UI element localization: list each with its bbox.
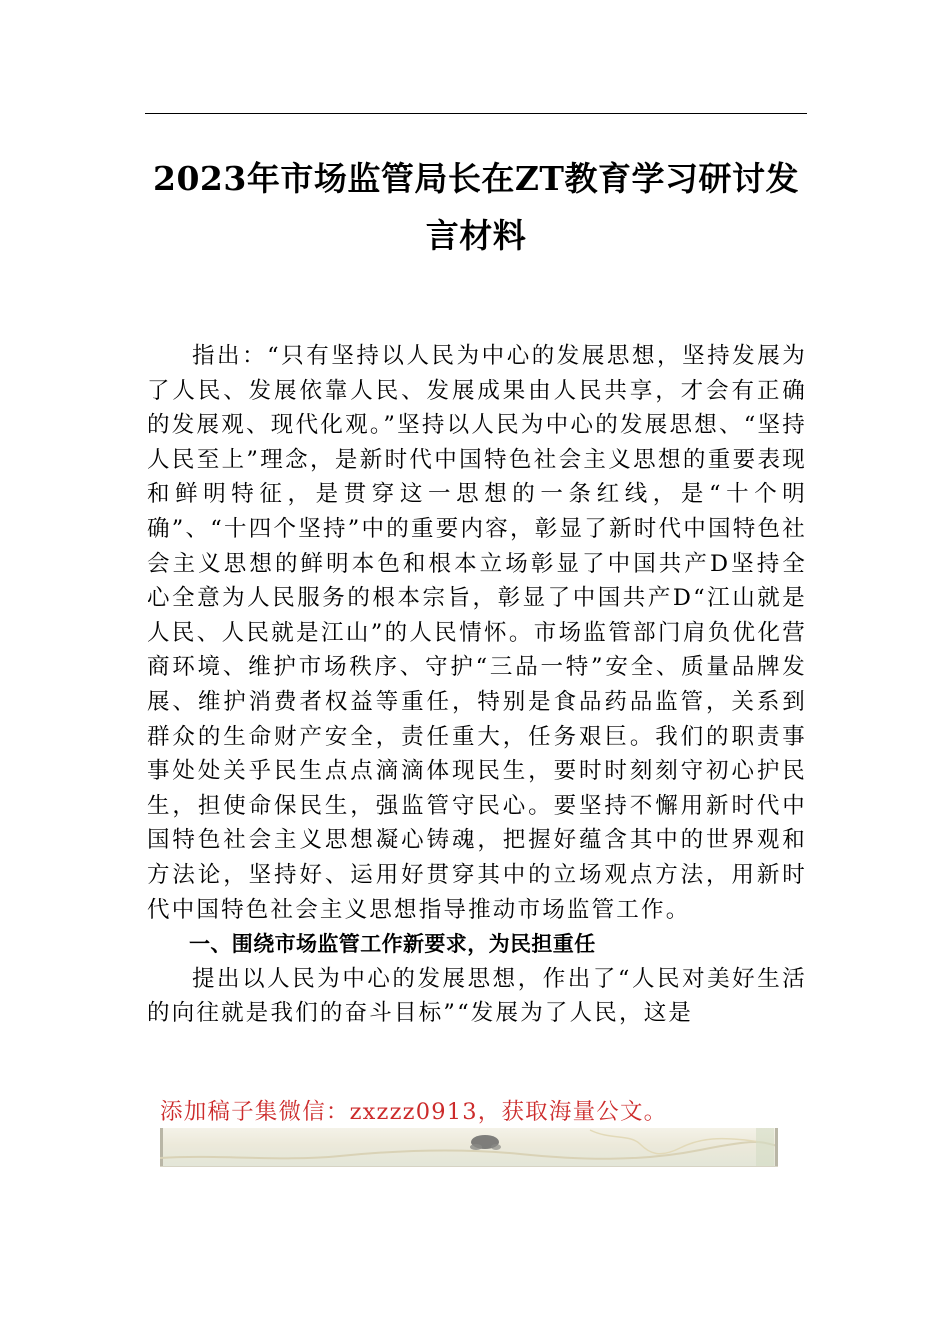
section-paragraph: 提出以人民为中心的发展思想，作出了“人民对美好生活的向往就是我们的奋斗目标”“发展为了人民，这是 <box>147 965 807 1027</box>
header-rule <box>145 113 807 114</box>
document-title: 2023年市场监管局长在ZT教育学习研讨发言材料 <box>153 159 799 255</box>
section-heading: 一、围绕市场监管工作新要求，为民担重任 <box>189 932 596 957</box>
decorative-banner <box>160 1128 778 1167</box>
body-paragraph: 指出：“只有坚持以人民为中心的发展思想，坚持发展为了人民、发展依靠人民、发展成果由人民共享，才会有正确的发展观、现代化观。”坚持以人民为中心的发展思想、“坚持人民至上”理念，是新时代中国特色社会主义思想的重要表现和鲜明特征，是贯穿这一思想的一条红线，是“十个明确”、“十四个坚持”中的重要内容，彰显了新时代中国特色社会主义思想的鲜明本色和根本立场彰显了中国共产D坚持全心全意为人民服务的根本宗旨，彰显了中国共产D“江山就是人民、人民就是江山”的人民情怀。市场监管部门肩负优化营商环境、维护市场秩序、守护“三品一特”安全、质量品牌发展、维护消费者权益等重任，特别是食品药品监管，关系到群众的生命财产安全，责任重大，任务艰巨。我们的职责事事处处关乎民生点点滴滴体现民生，要时时刻刻守初心护民生，担使命保民生，强监管守民心。要坚持不懈用新时代中国特色社会主义思想凝心铸魂，把握好蕴含其中的世界观和方法论，坚持好、运用好贯穿其中的立场观点方法，用新时代中国特色社会主义思想指导推动市场监管工作。 <box>147 343 807 923</box>
promo-text: 添加稿子集微信：zxzzz0913，获取海量公文。 <box>160 1099 668 1125</box>
banner-art-icon <box>160 1128 778 1166</box>
banner-right-edge <box>775 1128 778 1166</box>
document-body <box>147 339 807 1031</box>
